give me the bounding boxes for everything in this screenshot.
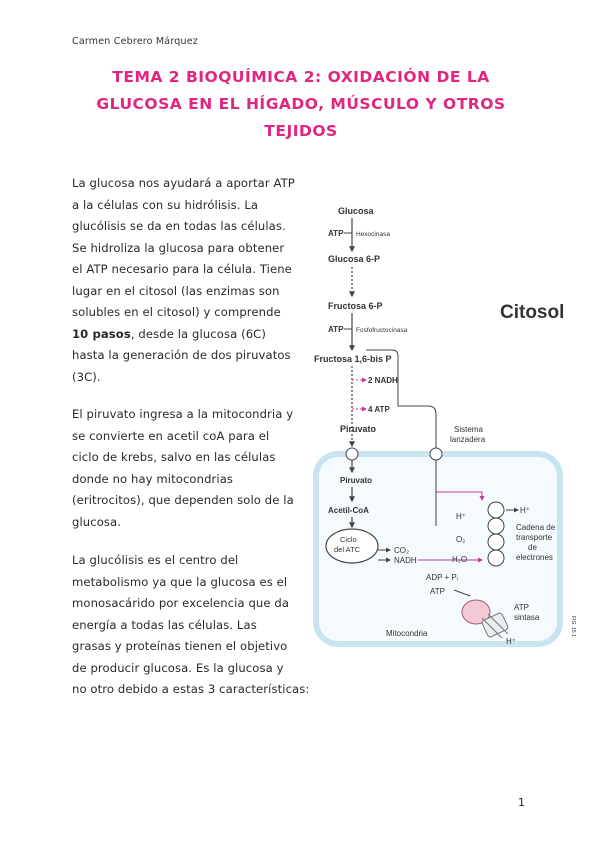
atp-label: ATP <box>328 229 344 238</box>
text-line: metabolismo ya que la glucosa es el <box>72 574 288 589</box>
piruvato2-label: Piruvato <box>340 476 373 485</box>
electrones-label: electrones <box>516 553 553 562</box>
nadh2-label: 2 NADH <box>368 376 398 385</box>
title-line-3: TEJIDOS <box>264 122 338 140</box>
atp-out-label: ATP <box>430 587 445 596</box>
citosol-label: Citosol <box>500 302 565 323</box>
text-line: La glucólisis es el centro del <box>72 553 239 567</box>
text-line: (3C). <box>72 369 101 384</box>
glycolysis-figure <box>306 196 582 658</box>
text-line: se convierte en acetil coA para el <box>72 428 270 443</box>
paragraph-glucolisis <box>72 173 322 388</box>
atp-sintasa-label: ATP <box>514 603 529 612</box>
lanzadera-label: lanzadera <box>450 435 486 444</box>
text-line: energía a todas las células. Las <box>72 617 257 632</box>
text-line: glucólisis se da en todas las células. <box>72 219 286 233</box>
glycolysis-diagram <box>306 196 582 658</box>
paragraph-metabolismo <box>72 550 322 701</box>
text-line: El piruvato ingresa a la mitocondria y <box>72 407 294 421</box>
text-line: solubles en el citosol) y comprende <box>72 305 281 319</box>
hplus-label: H⁺ <box>456 512 466 521</box>
etc-complex <box>488 502 504 518</box>
hplus-in-label: H⁺ <box>506 637 516 646</box>
text-line: ciclo de krebs, salvo en las células <box>72 450 276 464</box>
text-line: monosacárido por excelencia que da <box>72 596 290 610</box>
ciclo-label: Ciclo <box>340 535 357 544</box>
etc-complex <box>488 534 504 550</box>
nadh-label: NADH <box>394 556 417 565</box>
piruvato-label: Piruvato <box>340 424 377 434</box>
text-line: donde no hay mitocondrias <box>72 471 234 486</box>
text-line: glucosa. <box>72 514 122 529</box>
glucosa6p-label: Glucosa 6-P <box>328 254 381 264</box>
page-title <box>60 64 542 145</box>
text-line: de producir glucosa. Es la glucosa y <box>72 660 284 675</box>
text-line: lugar en el citosol (las enzimas son <box>72 283 280 298</box>
sintasa-label: sintasa <box>514 613 540 622</box>
fosfofructocinasa-label: Fosfofructocinasa <box>356 327 408 334</box>
text-line: La glucosa nos ayudará a aportar ATP <box>72 176 295 190</box>
shuttle-path <box>366 350 436 448</box>
atp-label: ATP <box>328 325 344 334</box>
author-name: Carmen Cebrero Márquez <box>72 36 198 47</box>
pyruvate-transporter <box>346 448 358 460</box>
de-label: de <box>528 543 537 552</box>
transporte-label: transporte <box>516 533 553 542</box>
shuttle-transporter <box>430 448 442 460</box>
text-line: (eritrocitos), que dependen solo de la <box>72 493 294 507</box>
ciclo-atc-label: del ATC <box>334 545 361 554</box>
hexocinasa-label: Hexocinasa <box>356 231 390 238</box>
title-line-2: GLUCOSA EN EL HÍGADO, MÚSCULO Y OTROS <box>96 95 506 113</box>
bold-ten-steps: 10 pasos <box>72 326 131 341</box>
text-line: a la células con su hidrólisis. La <box>72 197 259 212</box>
figure-code: FIG. 15.1 <box>570 616 576 637</box>
hplus-out-label: H⁺ <box>520 506 530 515</box>
page-number: 1 <box>518 796 525 809</box>
cadena-label: Cadena de <box>516 523 556 532</box>
co2-label: CO₂ <box>394 546 410 555</box>
sistema-label: Sistema <box>454 425 483 434</box>
adp-label: ADP + Pᵢ <box>426 573 459 582</box>
etc-complex <box>488 518 504 534</box>
fructosa16-label: Fructosa 1,6-bis P <box>314 354 392 364</box>
text-line: no otro debido a estas 3 características: <box>72 682 310 696</box>
title-line-1: TEMA 2 BIOQUÍMICA 2: OXIDACIÓN DE LA <box>112 68 490 86</box>
mitocondria-label: Mitocondria <box>386 629 428 638</box>
text-fragment: , desde la glucosa (6C) <box>130 326 266 341</box>
etc-complex <box>488 550 504 566</box>
text-line: Se hidroliza la glucosa para obtener <box>72 240 285 255</box>
text-line: hasta la generación de dos piruvatos <box>72 348 291 362</box>
paragraph-piruvato <box>72 404 322 533</box>
fructosa6p-label: Fructosa 6-P <box>328 301 383 311</box>
text-line <box>72 324 322 346</box>
h2o-label: H₂O <box>452 555 468 564</box>
acetilcoa-label: Acetil-CoA <box>328 506 369 515</box>
text-line: el ATP necesario para la célula. Tiene <box>72 262 292 276</box>
text-line: grasas y proteínas tienen el objetivo <box>72 639 288 653</box>
o2-label: O₂ <box>456 535 466 544</box>
glucosa-label: Glucosa <box>338 206 374 216</box>
atp4-label: 4 ATP <box>368 405 390 414</box>
